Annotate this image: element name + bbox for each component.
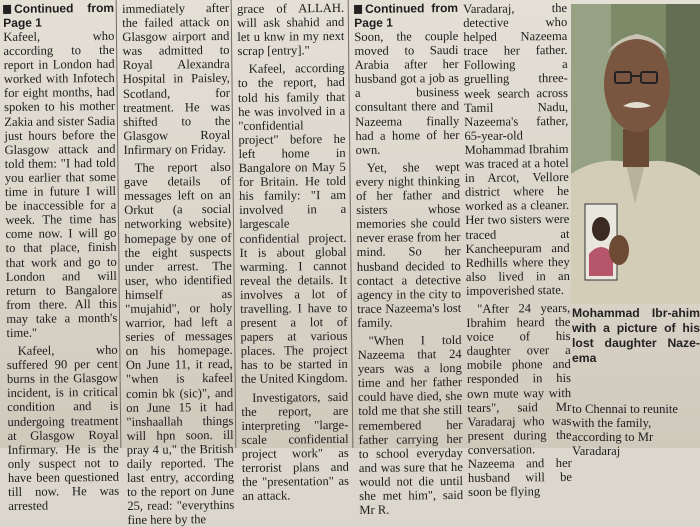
paragraph: Soon, the couple moved to Saudi Arabia after her husband got a job as a business consultant there and Nazeema finally had a home of her own. — [354, 28, 460, 157]
paragraph: Kafeel, who according to the report in London had worked with Infotech for eight months, had spoken to his mother Zakia and sister Sadia just hours before the Glasgow attack and told them: "I had told you earlier that some time in future I will be inaccessible for a week. The time has come now. I will go to that place, finish that work and go to London and will return to Bangalore from there. All this may take a month's time." — [3, 28, 118, 340]
column-3 — [237, 0, 350, 504]
continued-label-1: Continued from Page 1 — [3, 0, 115, 30]
paragraph: Kafeel, according to the report, had told his family that he was involved in a "confidential project" before he left home in Bangalore on May 5 for Britain. He told his family: "I am involved in a largescale confidential project. It is about global warming. I cannot reveal the details. It involves a lot of travelling. I have to present a lot of papers at various places. The project has to be started in the United Kingdom. — [237, 61, 348, 387]
paragraph: immediately after the failed attack on Glasgow airport and was admitted to Royal Alexandra Hospital in Paisley, Scotland, for treatment. He was shifted to the Glasgow Royal Infirmary on Friday. — [122, 0, 231, 157]
column-6-tail: to Chennai to reunite with the family, according to Mr Varadaraj — [572, 402, 678, 458]
paragraph: Kafeel, who suffered 90 per cent burns in the Glasgow incident, is in critical condition and is undergoing treatment at Glasgow Royal Infirmary. He is the only suspect not to have been questioned till now. He was arrested — [6, 342, 120, 514]
column-4 — [354, 0, 464, 518]
paragraph: Varadaraj, the detective who helped Nazeema trace her father. Following a gruelling three-week search across Tamil Nadu, Nazeema's father, 65-year-old Mohammad Ibrahim was traced at a hotel in Arcot, Vellore district where he worked as a cleaner. Her two sisters were traced at Kancheepuram and Redhills where they also lived in an impoverished state. — [463, 0, 570, 298]
paragraph: The report also gave details of messages left on an Orkut (a social networking website) homepage by one of the eight suspects under arrest. The user, who identified himself as "mujahid", or holy warrior, had left a series of messages on his homepage. On June 11, it read, "when is kafeel comin bk (sic)", and on June 15 it had "inshaallah things will hpn soon. ill pray 4 u," the British daily reported. The last entry, according to the report on June 25, read: "everythins fine here by the — [123, 159, 235, 527]
column-rule — [348, 0, 354, 448]
paragraph: Investigators, said the report, are interpreting "large-scale confidential project work" as terrorist plans and the "presentation" as an attack. — [241, 389, 350, 504]
news-photo — [571, 4, 700, 304]
paragraph: "After 24 years, Ibrahim heard the voice of his daughter over a mobile phone and responded in his own mute way with tears", said Mr Varadaraj who was present during the conversation. Nazeema and her husband will be soon be flying — [466, 300, 573, 500]
square-bullet-icon — [354, 5, 362, 14]
column-5 — [463, 0, 573, 500]
photo-caption: Mohammad Ibr-ahim with a picture of his lost daughter Naze-ema — [572, 306, 700, 365]
column-1 — [3, 0, 120, 514]
paragraph: grace of ALLAH. will ask shahid and let u knw in my next scrap [entry]." — [237, 0, 345, 59]
square-bullet-icon — [3, 5, 11, 14]
paragraph: Yet, she wept every night thinking of her father and sisters whose memories she could never erase from her mind. So her husband decided to contact a detective agency in the city to trace Nazeema's lost family. — [355, 159, 462, 330]
continued-label-2: Continued from Page 1 — [354, 0, 459, 30]
paragraph: "When I told Nazeema that 24 years was a long time and her father could have died, she told me that she still remembered her father carrying her to school everyday and was sure that he would not die until she met him", said Mr R. — [357, 332, 464, 518]
column-2 — [122, 0, 235, 527]
man-with-picture-illustration — [571, 4, 700, 304]
